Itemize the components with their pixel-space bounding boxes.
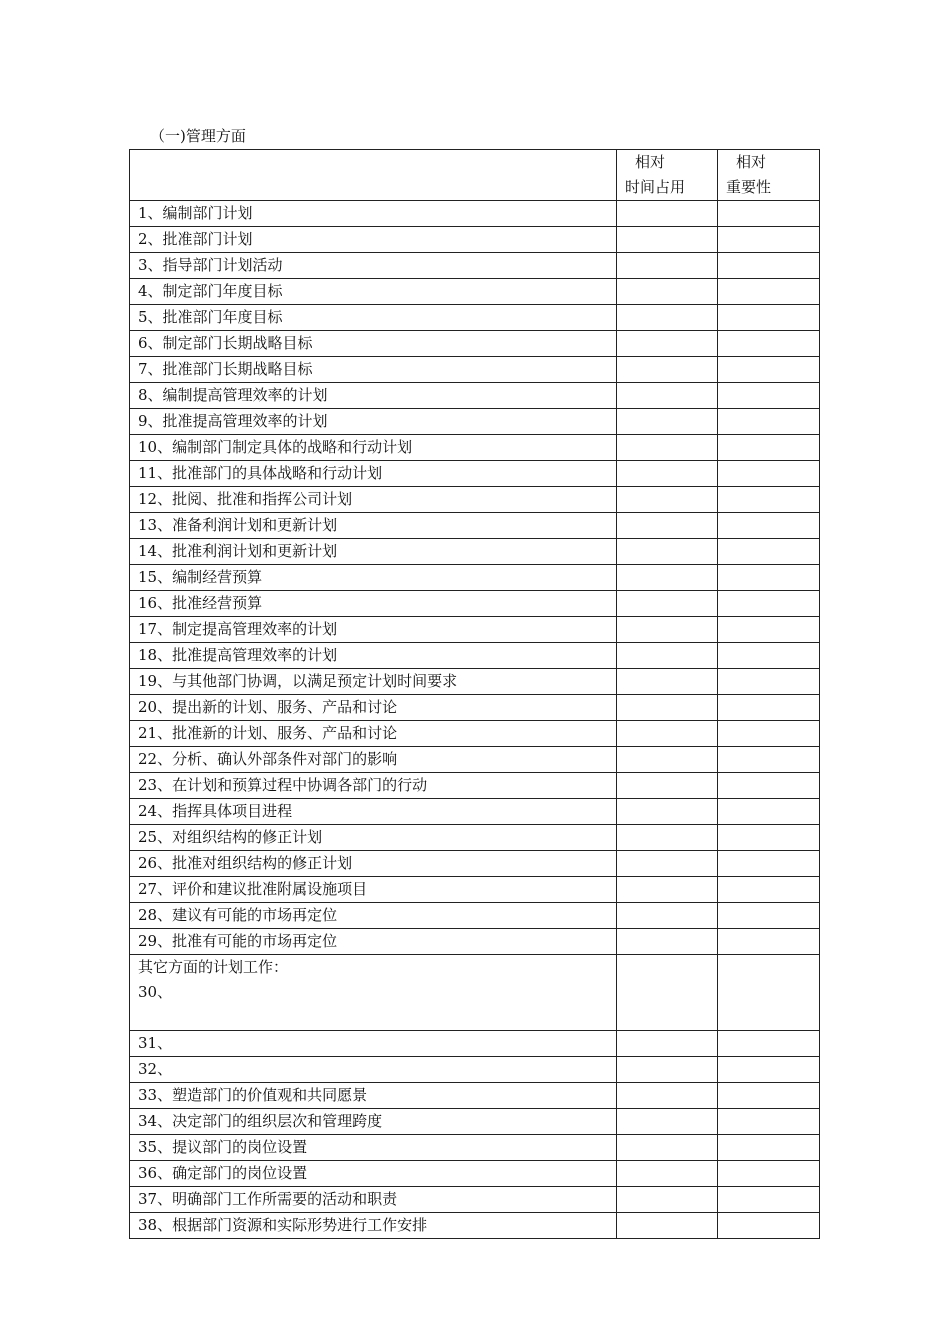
header-importance-cell bbox=[718, 150, 820, 201]
other-planning-row bbox=[130, 955, 820, 1031]
table-row bbox=[130, 1057, 820, 1083]
importance-cell[interactable] bbox=[718, 1135, 820, 1161]
task-label: 15、编制经营预算 bbox=[130, 565, 617, 591]
importance-cell[interactable] bbox=[718, 1031, 820, 1057]
header-importance-line1: 相对 bbox=[736, 153, 767, 171]
time-cell[interactable] bbox=[617, 591, 718, 617]
table-row bbox=[130, 903, 820, 929]
task-label: 9、批准提高管理效率的计划 bbox=[130, 409, 617, 435]
time-cell[interactable] bbox=[617, 799, 718, 825]
task-label: 11、批准部门的具体战略和行动计划 bbox=[130, 461, 617, 487]
time-cell[interactable] bbox=[617, 825, 718, 851]
time-cell[interactable] bbox=[617, 773, 718, 799]
table-row bbox=[130, 929, 820, 955]
time-cell[interactable] bbox=[617, 903, 718, 929]
importance-cell[interactable] bbox=[718, 955, 820, 1031]
task-label: 6、制定部门长期战略目标 bbox=[130, 331, 617, 357]
task-label: 16、批准经营预算 bbox=[130, 591, 617, 617]
importance-cell[interactable] bbox=[718, 851, 820, 877]
time-cell[interactable] bbox=[617, 487, 718, 513]
table-row bbox=[130, 721, 820, 747]
importance-cell[interactable] bbox=[718, 539, 820, 565]
table-row bbox=[130, 331, 820, 357]
time-cell[interactable] bbox=[617, 1135, 718, 1161]
table-row bbox=[130, 1109, 820, 1135]
time-cell[interactable] bbox=[617, 357, 718, 383]
task-label: 21、批准新的计划、服务、产品和讨论 bbox=[130, 721, 617, 747]
table-row bbox=[130, 877, 820, 903]
importance-cell[interactable] bbox=[718, 903, 820, 929]
time-cell[interactable] bbox=[617, 721, 718, 747]
time-cell[interactable] bbox=[617, 669, 718, 695]
importance-cell[interactable] bbox=[718, 305, 820, 331]
task-label: 32、 bbox=[130, 1057, 617, 1083]
table-row bbox=[130, 487, 820, 513]
importance-cell[interactable] bbox=[718, 591, 820, 617]
table-row bbox=[130, 357, 820, 383]
importance-cell[interactable] bbox=[718, 227, 820, 253]
task-label: 13、准备利润计划和更新计划 bbox=[130, 513, 617, 539]
time-cell[interactable] bbox=[617, 1109, 718, 1135]
task-label: 17、制定提高管理效率的计划 bbox=[130, 617, 617, 643]
time-cell[interactable] bbox=[617, 851, 718, 877]
header-time-line2: 时间占用 bbox=[625, 178, 686, 196]
table-row bbox=[130, 799, 820, 825]
task-label: 24、指挥具体项目进程 bbox=[130, 799, 617, 825]
task-label: 36、确定部门的岗位设置 bbox=[130, 1161, 617, 1187]
header-time-line1: 相对 bbox=[635, 153, 666, 171]
time-cell[interactable] bbox=[617, 877, 718, 903]
time-cell[interactable] bbox=[617, 1057, 718, 1083]
task-label: 20、提出新的计划、服务、产品和讨论 bbox=[130, 695, 617, 721]
time-cell[interactable] bbox=[617, 643, 718, 669]
task-label: 25、对组织结构的修正计划 bbox=[130, 825, 617, 851]
header-task-cell bbox=[130, 150, 617, 201]
table-row bbox=[130, 617, 820, 643]
time-cell[interactable] bbox=[617, 617, 718, 643]
time-cell[interactable] bbox=[617, 201, 718, 227]
time-cell[interactable] bbox=[617, 1187, 718, 1213]
time-cell[interactable] bbox=[617, 1213, 718, 1239]
importance-cell[interactable] bbox=[718, 695, 820, 721]
importance-cell[interactable] bbox=[718, 825, 820, 851]
table-row bbox=[130, 1187, 820, 1213]
table-row bbox=[130, 227, 820, 253]
table-row bbox=[130, 201, 820, 227]
importance-cell[interactable] bbox=[718, 487, 820, 513]
table-row bbox=[130, 253, 820, 279]
task-label: 34、决定部门的组织层次和管理跨度 bbox=[130, 1109, 617, 1135]
table-row bbox=[130, 825, 820, 851]
time-cell[interactable] bbox=[617, 1161, 718, 1187]
importance-cell[interactable] bbox=[718, 773, 820, 799]
other-planning-label bbox=[130, 955, 617, 1031]
time-cell[interactable] bbox=[617, 331, 718, 357]
task-label: 5、批准部门年度目标 bbox=[130, 305, 617, 331]
importance-cell[interactable] bbox=[718, 721, 820, 747]
task-label: 26、批准对组织结构的修正计划 bbox=[130, 851, 617, 877]
importance-cell[interactable] bbox=[718, 383, 820, 409]
task-label: 37、明确部门工作所需要的活动和职责 bbox=[130, 1187, 617, 1213]
task-label: 10、编制部门制定具体的战略和行动计划 bbox=[130, 435, 617, 461]
importance-cell[interactable] bbox=[718, 1057, 820, 1083]
task-label: 22、分析、确认外部条件对部门的影响 bbox=[130, 747, 617, 773]
table-row bbox=[130, 383, 820, 409]
table-row bbox=[130, 1161, 820, 1187]
task-label: 31、 bbox=[130, 1031, 617, 1057]
importance-cell[interactable] bbox=[718, 1161, 820, 1187]
importance-cell[interactable] bbox=[718, 669, 820, 695]
table-row bbox=[130, 851, 820, 877]
task-table bbox=[129, 149, 820, 1239]
table-row bbox=[130, 773, 820, 799]
task-label: 27、评价和建议批准附属设施项目 bbox=[130, 877, 617, 903]
other-planning-line: 30、 bbox=[138, 983, 173, 1001]
task-label: 8、编制提高管理效率的计划 bbox=[130, 383, 617, 409]
time-cell[interactable] bbox=[617, 409, 718, 435]
task-label: 33、塑造部门的价值观和共同愿景 bbox=[130, 1083, 617, 1109]
importance-cell[interactable] bbox=[718, 1109, 820, 1135]
task-label: 4、制定部门年度目标 bbox=[130, 279, 617, 305]
table-row bbox=[130, 591, 820, 617]
task-label: 7、批准部门长期战略目标 bbox=[130, 357, 617, 383]
importance-cell[interactable] bbox=[718, 357, 820, 383]
table-row bbox=[130, 305, 820, 331]
importance-cell[interactable] bbox=[718, 513, 820, 539]
table-row bbox=[130, 409, 820, 435]
time-cell[interactable] bbox=[617, 227, 718, 253]
task-label: 14、批准利润计划和更新计划 bbox=[130, 539, 617, 565]
table-row bbox=[130, 1031, 820, 1057]
task-label: 3、指导部门计划活动 bbox=[130, 253, 617, 279]
time-cell[interactable] bbox=[617, 929, 718, 955]
importance-cell[interactable] bbox=[718, 929, 820, 955]
time-cell[interactable] bbox=[617, 1083, 718, 1109]
table-row bbox=[130, 513, 820, 539]
importance-cell[interactable] bbox=[718, 1083, 820, 1109]
table-row bbox=[130, 539, 820, 565]
table-row bbox=[130, 461, 820, 487]
table-row bbox=[130, 1083, 820, 1109]
table-row bbox=[130, 747, 820, 773]
time-cell[interactable] bbox=[617, 279, 718, 305]
task-label: 35、提议部门的岗位设置 bbox=[130, 1135, 617, 1161]
importance-cell[interactable] bbox=[718, 747, 820, 773]
time-cell[interactable] bbox=[617, 565, 718, 591]
importance-cell[interactable] bbox=[718, 799, 820, 825]
section-title: （一)管理方面 bbox=[150, 127, 246, 145]
importance-cell[interactable] bbox=[718, 1187, 820, 1213]
task-label: 12、批阅、批准和指挥公司计划 bbox=[130, 487, 617, 513]
time-cell[interactable] bbox=[617, 435, 718, 461]
time-cell[interactable] bbox=[617, 383, 718, 409]
importance-cell[interactable] bbox=[718, 253, 820, 279]
importance-cell[interactable] bbox=[718, 409, 820, 435]
importance-cell[interactable] bbox=[718, 279, 820, 305]
task-label: 28、建议有可能的市场再定位 bbox=[130, 903, 617, 929]
importance-cell[interactable] bbox=[718, 201, 820, 227]
time-cell[interactable] bbox=[617, 305, 718, 331]
task-label: 1、编制部门计划 bbox=[130, 201, 617, 227]
time-cell[interactable] bbox=[617, 747, 718, 773]
header-time-cell bbox=[617, 150, 718, 201]
time-cell[interactable] bbox=[617, 695, 718, 721]
importance-cell[interactable] bbox=[718, 1213, 820, 1239]
time-cell[interactable] bbox=[617, 461, 718, 487]
importance-cell[interactable] bbox=[718, 461, 820, 487]
time-cell[interactable] bbox=[617, 513, 718, 539]
table-row bbox=[130, 695, 820, 721]
other-planning-line: 其它方面的计划工作： bbox=[138, 958, 289, 976]
table-row bbox=[130, 669, 820, 695]
table-row bbox=[130, 279, 820, 305]
header-importance-line2: 重要性 bbox=[726, 178, 772, 196]
task-label: 19、与其他部门协调，以满足预定计划时间要求 bbox=[130, 669, 617, 695]
task-label: 18、批准提高管理效率的计划 bbox=[130, 643, 617, 669]
importance-cell[interactable] bbox=[718, 617, 820, 643]
task-label: 38、根据部门资源和实际形势进行工作安排 bbox=[130, 1213, 617, 1239]
table-row bbox=[130, 1135, 820, 1161]
table-row bbox=[130, 435, 820, 461]
time-cell[interactable] bbox=[617, 1031, 718, 1057]
importance-cell[interactable] bbox=[718, 565, 820, 591]
task-label: 2、批准部门计划 bbox=[130, 227, 617, 253]
importance-cell[interactable] bbox=[718, 643, 820, 669]
importance-cell[interactable] bbox=[718, 877, 820, 903]
importance-cell[interactable] bbox=[718, 435, 820, 461]
task-label: 29、批准有可能的市场再定位 bbox=[130, 929, 617, 955]
table-row bbox=[130, 565, 820, 591]
table-header-row bbox=[130, 150, 820, 201]
importance-cell[interactable] bbox=[718, 331, 820, 357]
time-cell[interactable] bbox=[617, 539, 718, 565]
table-row bbox=[130, 643, 820, 669]
time-cell[interactable] bbox=[617, 253, 718, 279]
table-row bbox=[130, 1213, 820, 1239]
task-label: 23、在计划和预算过程中协调各部门的行动 bbox=[130, 773, 617, 799]
time-cell[interactable] bbox=[617, 955, 718, 1031]
